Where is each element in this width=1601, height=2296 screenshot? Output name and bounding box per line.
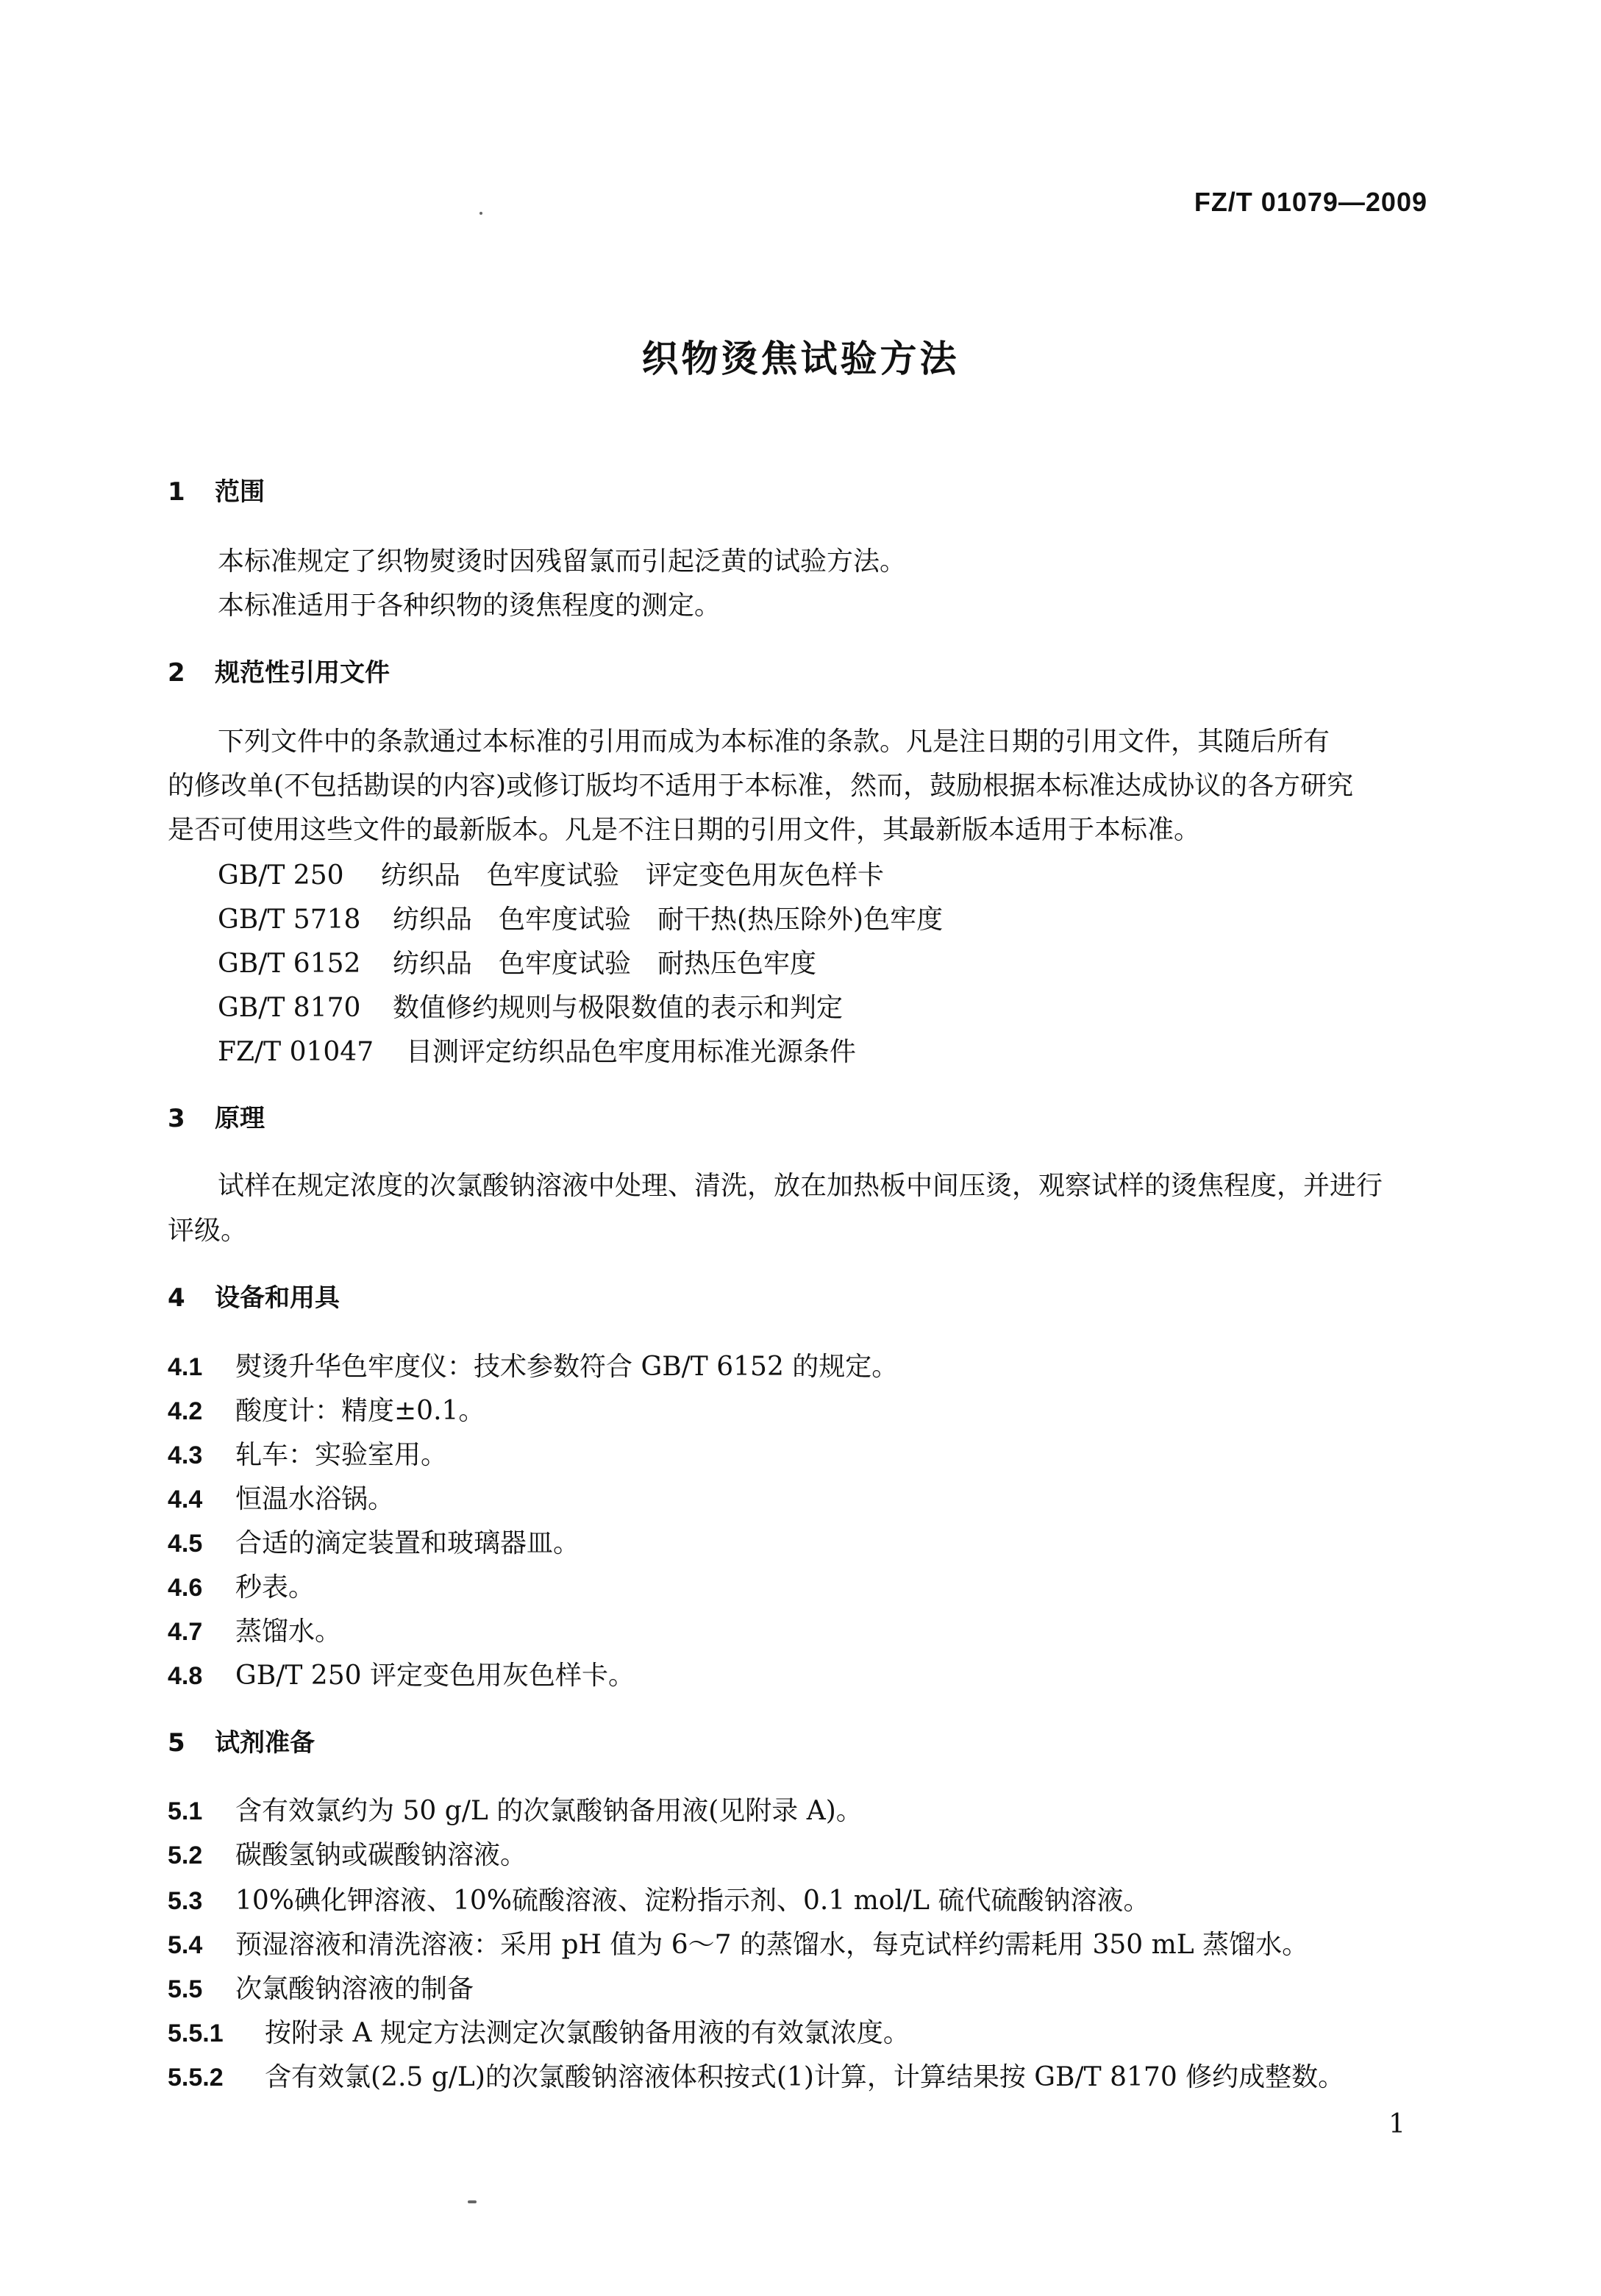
document-title: 织物烫焦试验方法 [641,338,960,380]
clause-item [168,1655,635,1692]
clause-number: 5.2 [168,1842,203,1869]
clause-number: 5.4 [168,1931,203,1959]
clause-item [168,2012,910,2050]
reference-item [218,1031,856,1069]
section-title: 原理 [215,1104,265,1133]
clause-text: 按附录 A 规定方法测定次氯酸钠备用液的有效氯浓度。 [265,2018,910,2048]
reference-code: FZ/T 01047 [218,1037,374,1067]
paragraph-line: 试样在规定浓度的次氯酸钠溶液中处理、清洗，放在加热板中间压烫，观察试样的烫焦程度，并进行 [218,1171,1383,1201]
standard-code: FZ/T 01079—2009 [1194,187,1427,217]
reference-code: GB/T 8170 [218,993,361,1023]
clause-item [168,1434,447,1472]
section-title: 范围 [215,477,265,507]
clause-item [168,1611,341,1648]
clause-number: 5.1 [168,1797,203,1825]
reference-title: 数值修约规则与极限数值的表示和判定 [393,993,844,1023]
section-heading [168,1722,315,1758]
clause-number: 5.5.2 [168,2064,224,2092]
section-title: 规范性引用文件 [215,658,390,688]
clause-number: 4.5 [168,1530,203,1558]
paragraph-line: 下列文件中的条款通过本标准的引用而成为本标准的条款。凡是注日期的引用文件，其随后所有 [218,727,1330,757]
reference-title: 目测评定纺织品色牢度用标准光源条件 [406,1037,857,1067]
paragraph-line: 是否可使用这些文件的最新版本。凡是不注日期的引用文件，其最新版本适用于本标准。 [168,815,1201,845]
scan-speck [479,212,482,215]
paragraph: 本标准适用于各种织物的烫焦程度的测定。 [218,591,721,621]
paragraph-line: 评级。 [168,1216,248,1246]
section-heading [168,652,390,688]
section-number: 1 [168,477,185,507]
reference-code: GB/T 250 [218,860,344,891]
clause-item [168,1924,1308,1961]
paragraph: 本标准规定了织物熨烫时因残留氯而引起泛黄的试验方法。 [218,546,907,577]
section-title: 试剂准备 [215,1728,315,1758]
clause-item [168,1880,1150,1917]
section-title: 设备和用具 [215,1283,340,1313]
clause-number: 5.5.1 [168,2019,224,2047]
section-heading [168,1098,265,1134]
reference-item [218,987,843,1024]
clause-text: 碳酸氢钠或碳酸钠溶液。 [235,1840,527,1870]
clause-item [168,2056,1344,2094]
clause-text: 恒温水浴锅。 [235,1484,395,1514]
clause-number: 4.6 [168,1574,203,1602]
clause-number: 4.7 [168,1618,203,1646]
clause-text: 酸度计：精度±0.1。 [235,1396,485,1426]
clause-number: 4.4 [168,1486,203,1514]
reference-title: 纺织品 色牢度试验 耐热压色牢度 [393,949,817,979]
reference-title: 纺织品 色牢度试验 评定变色用灰色样卡 [381,860,885,891]
clause-item [168,1390,485,1427]
reference-item [218,943,816,980]
clause-text: 次氯酸钠溶液的制备 [235,1974,474,2004]
clause-number: 4.3 [168,1441,203,1469]
clause-item [168,1566,315,1604]
section-number: 5 [168,1728,185,1758]
reference-title: 纺织品 色牢度试验 耐干热(热压除外)色牢度 [393,905,944,935]
clause-number: 5.3 [168,1887,203,1915]
clause-item [168,1522,580,1560]
clause-number: 5.5 [168,1975,203,2003]
clause-text: 熨烫升华色牢度仪：技术参数符合 GB/T 6152 的规定。 [235,1352,899,1382]
clause-text: 含有效氯(2.5 g/L)的次氯酸钠溶液体积按式(1)计算，计算结果按 GB/T 8170 修约成整数。 [265,2062,1345,2092]
clause-text: 蒸馏水。 [235,1616,342,1647]
clause-item [168,1478,394,1516]
section-heading [168,1277,340,1313]
clause-text: 预湿溶液和清洗溶液：采用 pH 值为 6～7 的蒸馏水，每克试样约需耗用 350 mL 蒸馏水。 [235,1930,1309,1960]
section-number: 4 [168,1283,185,1313]
clause-item [168,1968,474,2006]
paragraph-line: 的修改单(不包括勘误的内容)或修订版均不适用于本标准，然而，鼓励根据本标准达成协议的各方研究 [168,771,1354,801]
reference-code: GB/T 5718 [218,905,361,935]
reference-code: GB/T 6152 [218,949,361,979]
clause-item [168,1790,863,1828]
clause-text: 轧车：实验室用。 [235,1440,448,1470]
clause-text: 10%碘化钾溶液、10%硫酸溶液、淀粉指示剂、0.1 mol/L 硫代硫酸钠溶液。 [235,1886,1150,1916]
section-heading [168,471,265,507]
page-number: 1 [1388,2109,1405,2139]
clause-number: 4.8 [168,1662,203,1690]
reference-item [218,855,884,892]
clause-item [168,1834,527,1872]
clause-number: 4.1 [168,1353,203,1381]
clause-text: 合适的滴定装置和玻璃器皿。 [235,1528,580,1558]
clause-text: 秒表。 [235,1572,315,1602]
section-number: 3 [168,1104,185,1133]
section-number: 2 [168,658,185,688]
clause-item [168,1346,898,1383]
clause-number: 4.2 [168,1397,203,1425]
clause-text: 含有效氯约为 50 g/L 的次氯酸钠备用液(见附录 A)。 [235,1796,863,1826]
clause-text: GB/T 250 评定变色用灰色样卡。 [235,1661,635,1691]
reference-item [218,899,943,936]
scan-speck [468,2200,477,2203]
